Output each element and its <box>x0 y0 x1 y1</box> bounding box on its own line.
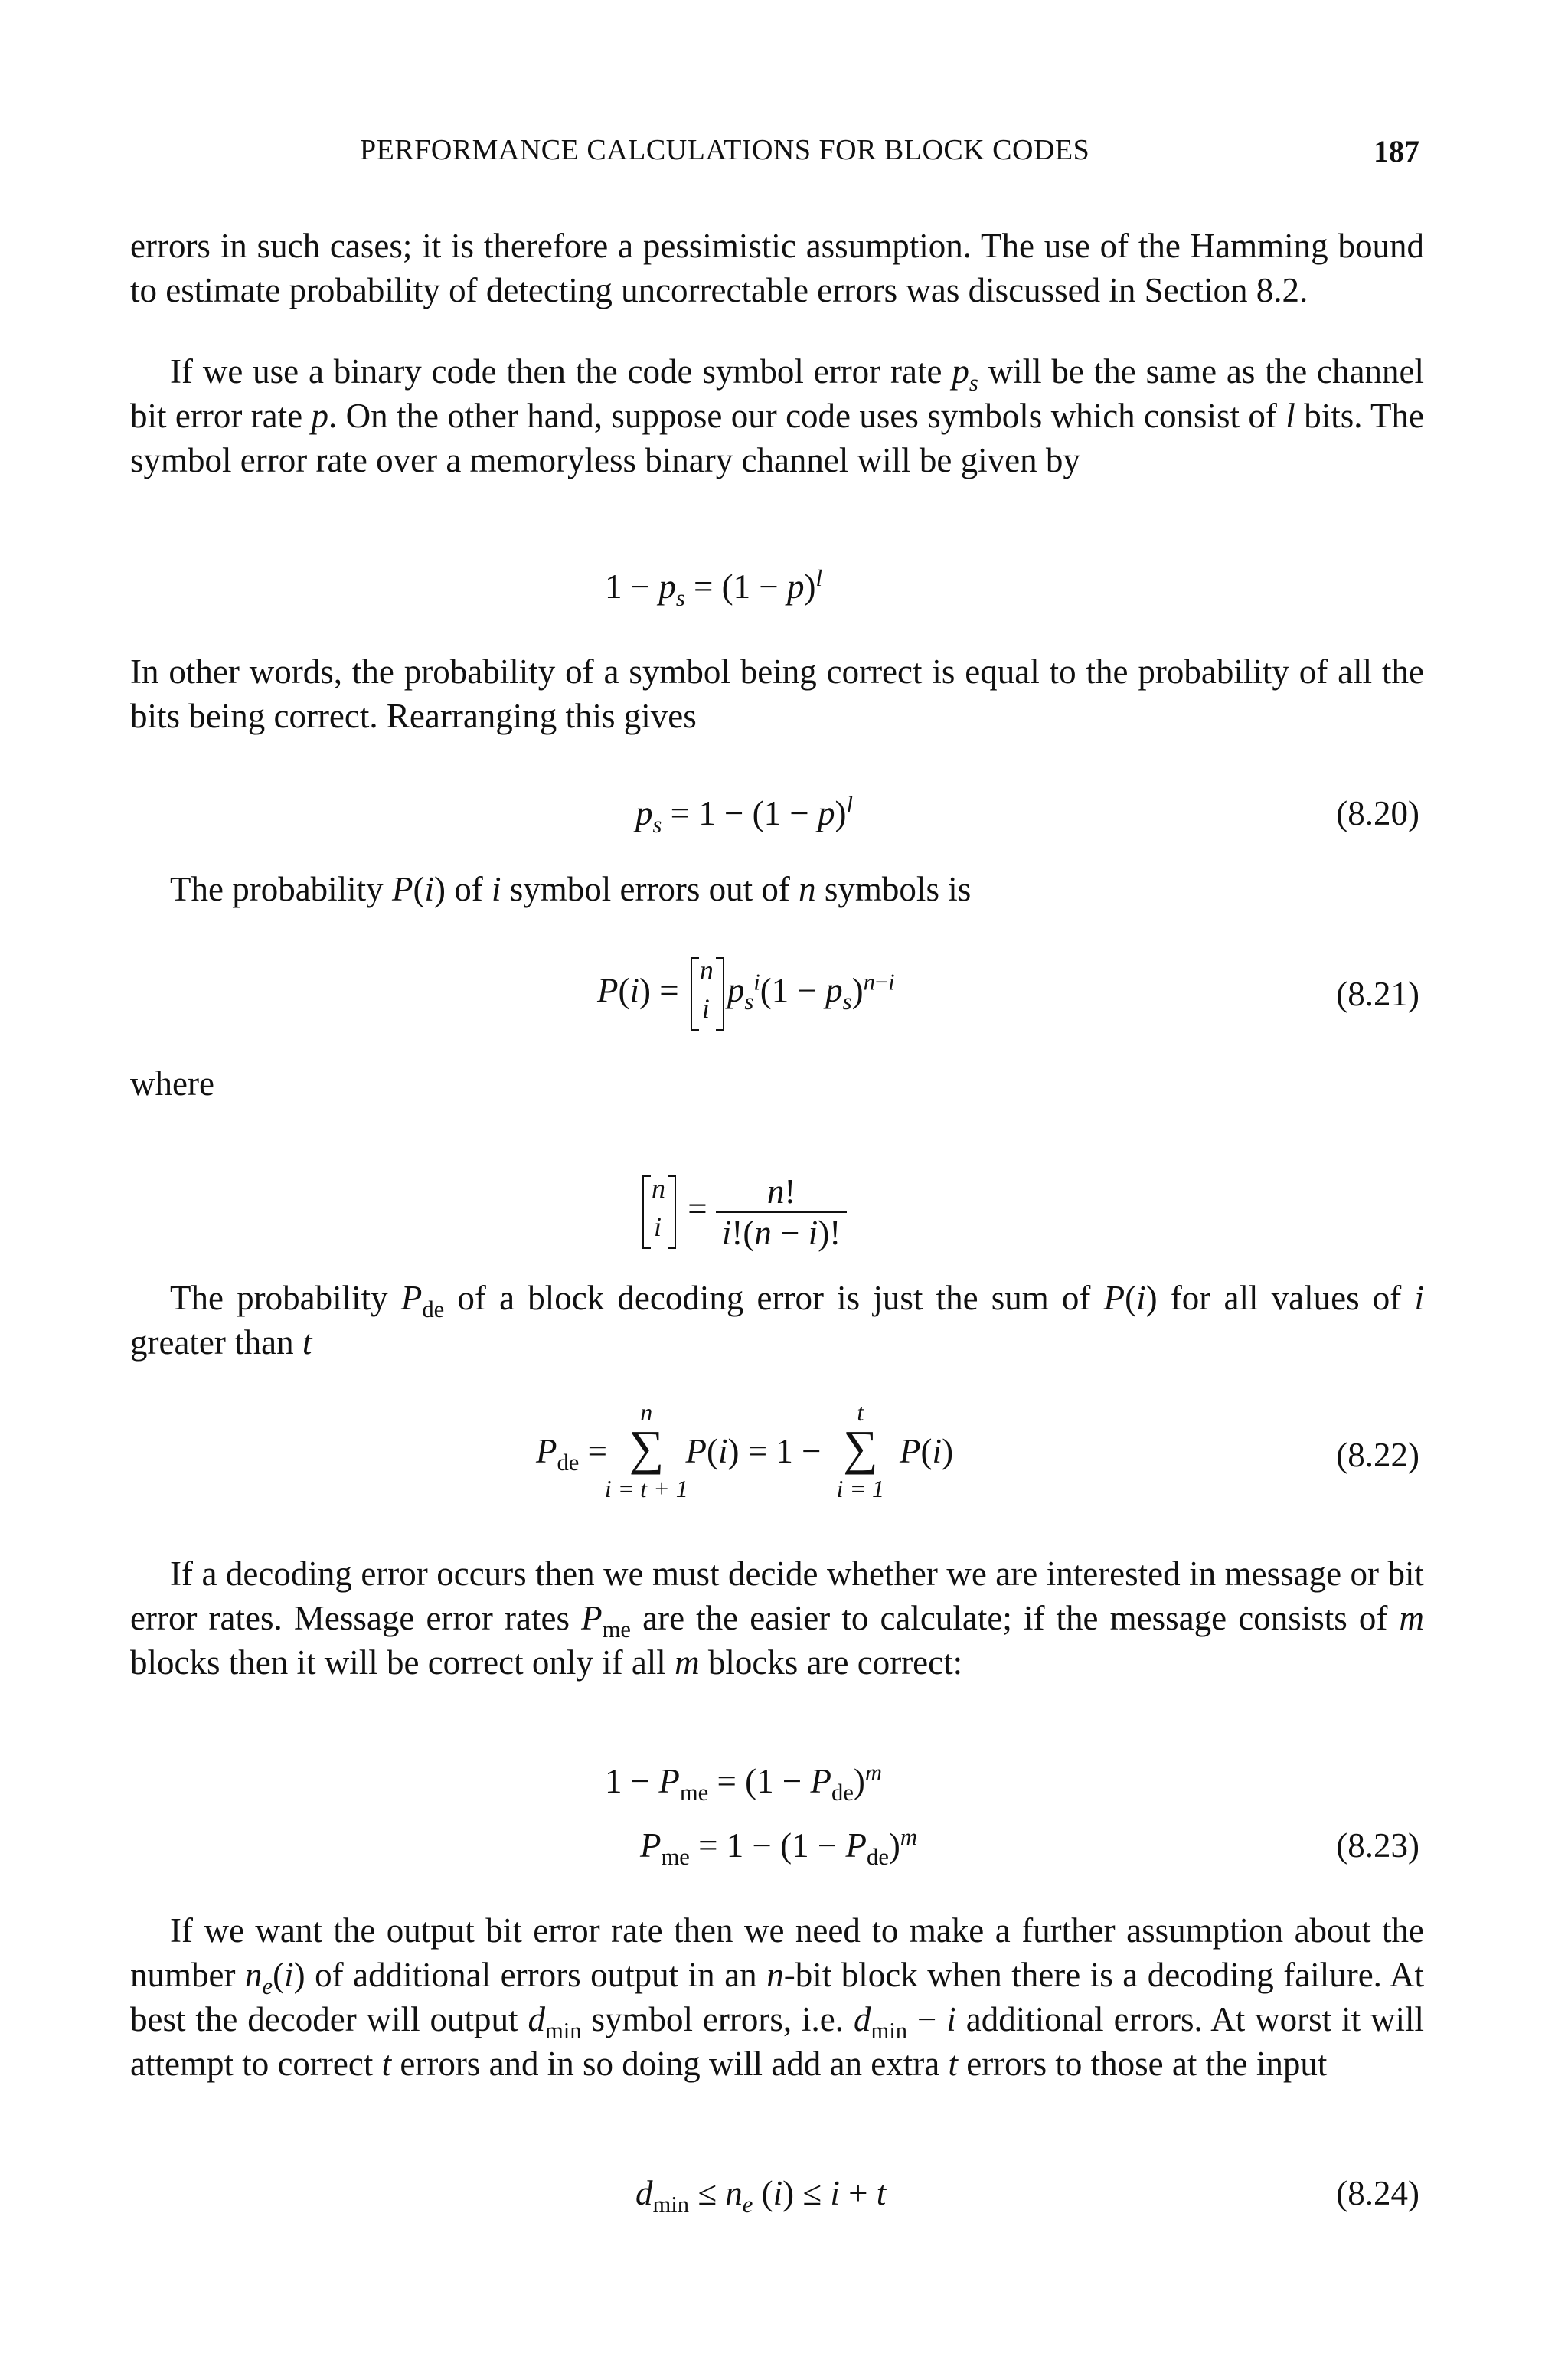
equation-binomial-definition: n i = $\frac{n!}{i!(n - i)!}$ <box>130 1172 1424 1271</box>
equation-8-22: $P_{de}$ = n ∑ i = t + 1 P(i) = 1 − t ∑ i = 1 P(i) (8.22) <box>536 1398 1419 1502</box>
paragraph-2-text: . On the other hand, suppose our code uses symbols which consist of <box>328 397 1286 435</box>
paragraph-5-text: of a block decoding error is just the sum of <box>444 1279 1104 1317</box>
equation-8-20: $p_s = 1 - (1 - p)^l$ (8.20) <box>635 792 1419 838</box>
paragraph-6-text: blocks then it will be correct only if all <box>130 1643 675 1682</box>
paragraph-7: If we want the output bit error rate then we need to make a further assumption about the number $n_e(i)$ of additional errors output in an n-bit block when there is a decoding failure. At best the decoder will output $d_{min}$ symbol errors, i.e. $d_{min} - i$ additional errors. At worst it will attempt to correct t errors and in so doing will add an extra t errors to those at the input <box>130 1911 1424 2083</box>
paragraph-5-text: The probability <box>170 1279 401 1317</box>
paragraph-4-text: The probability <box>170 870 392 908</box>
equation-number: (8.24) <box>1336 2174 1419 2212</box>
paragraph-7-text: of additional errors output in an <box>305 1956 767 1994</box>
equation-message-correct: $1 - P_{me} = (1 - P_{de})^m$ <box>605 1760 883 1806</box>
paragraph-6-text: blocks are correct: <box>699 1643 963 1682</box>
where-label: where <box>130 1064 214 1103</box>
equation-number: (8.21) <box>1336 975 1419 1013</box>
page-number: 187 <box>1374 134 1419 168</box>
paragraph-6: If a decoding error occurs then we must decide whether we are interested in message or bit error rates. Message error rates $P_{me}$ are the easier to calculate; if the message consists of m blocks then it will be correct only if all m blocks are correct: <box>130 1554 1424 1682</box>
paragraph-7-text: errors to those at the input <box>957 2045 1328 2083</box>
equation-8-21: P(i) = n i $p_s^i(1 - p_s)^{n-i}$ (8.21) <box>130 957 1424 1049</box>
equation-number: (8.22) <box>1336 1436 1419 1474</box>
paragraph-2-text: If we use a binary code then the code symbol error rate <box>170 352 952 391</box>
running-head: PERFORMANCE CALCULATIONS FOR BLOCK CODES <box>360 134 1090 166</box>
equation-8-23: $P_{me} = 1 - (1 - P_{de})^m$ (8.23) <box>640 1824 1419 1870</box>
paragraph-6-text: are the easier to calculate; if the message consists of <box>630 1599 1400 1637</box>
paragraph-2-text: will be the same as the channel bit error rate <box>130 352 1424 435</box>
paragraph-6-text: If a decoding error occurs then we must decide whether we are interested in message or bit error rates. Message error rates <box>130 1554 1424 1637</box>
page-header <box>130 133 1424 179</box>
paragraph-7-text: -bit block when there is a decoding failure. At best the decoder will output <box>130 1956 1424 2038</box>
paragraph-4-text: symbol errors out of <box>501 870 799 908</box>
paragraph-5-text: greater than <box>130 1323 302 1362</box>
equation-8-24: $d_{min} \le n_e$ (i) ≤ i + t (8.24) <box>635 2174 1419 2218</box>
paragraph-7-text: If we want the output bit error rate then we need to make a further assumption about the number <box>130 1911 1424 1994</box>
paragraph-1: errors in such cases; it is therefore a pessimistic assumption. The use of the Hamming bound to estimate probability of detecting uncorrectable errors was discussed in Section 8.2. <box>130 227 1424 309</box>
equation-number: (8.20) <box>1336 794 1419 832</box>
paragraph-5-text: for all values of <box>1157 1279 1415 1317</box>
paragraph-2-text: bits. The symbol error rate over a memoryless binary channel will be given by <box>130 397 1424 479</box>
paragraph-2: If we use a binary code then the code symbol error rate $p_s$ will be the same as the channel bit error rate p. On the other hand, suppose our code uses symbols which consist of l bits. The symbol error rate over a memoryless binary channel will be given by <box>130 352 1424 479</box>
paragraph-4-text: symbols is <box>815 870 972 908</box>
paragraph-4: The probability P(i) of i symbol errors out of n symbols is <box>170 870 972 908</box>
paragraph-5: The probability $P_{de}$ of a block decoding error is just the sum of P(i) for all values of i greater than t <box>130 1279 1424 1362</box>
paragraph-7-text: errors and in so doing will add an extra <box>391 2045 949 2083</box>
paragraph-7-text: symbol errors, i.e. <box>581 2000 854 2038</box>
equation-symbol-correct: $1 - p_s = (1 - p)^l$ <box>605 565 823 611</box>
paragraph-4-text: of <box>445 870 492 908</box>
equation-number: (8.23) <box>1336 1826 1419 1865</box>
paragraph-7-text: additional errors. At worst it will attempt to correct <box>130 2000 1424 2083</box>
paragraph-3: In other words, the probability of a symbol being correct is equal to the probability of all the bits being correct. Rearranging this gives <box>130 652 1424 735</box>
